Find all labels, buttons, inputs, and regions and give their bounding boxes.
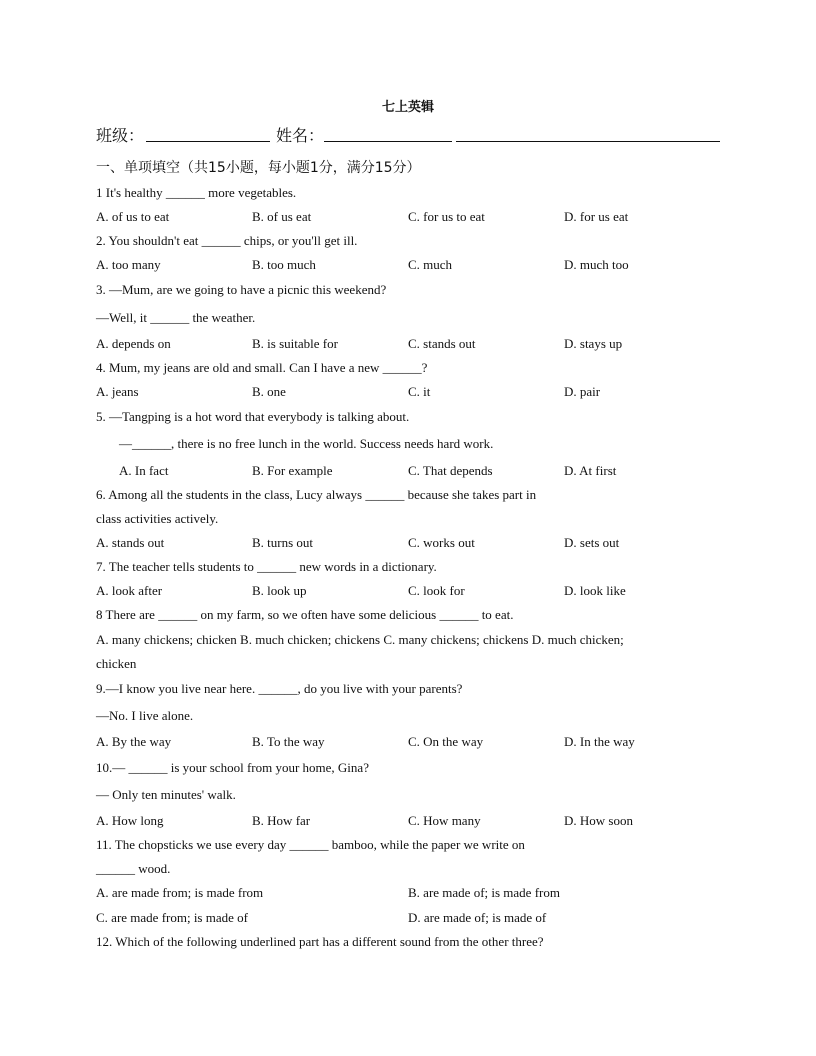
q2-option-c[interactable]: C. much bbox=[408, 257, 453, 272]
q3-option-c[interactable]: C. stands out bbox=[408, 336, 476, 351]
q7-option-a[interactable]: A. look after bbox=[96, 583, 163, 598]
name-blank[interactable] bbox=[324, 141, 452, 142]
question-3-reply: —Well, it ______ the weather. bbox=[96, 310, 256, 325]
q7-option-b[interactable]: B. look up bbox=[252, 583, 307, 598]
document-title: 七上英辑 bbox=[381, 100, 434, 115]
q3-option-b[interactable]: B. is suitable for bbox=[252, 336, 338, 351]
q1-option-c[interactable]: C. for us to eat bbox=[408, 209, 485, 224]
question-9: 9.—I know you live near here. ______, do you live with your parents? bbox=[96, 681, 463, 696]
student-info-line bbox=[96, 121, 726, 145]
q4-option-c[interactable]: C. it bbox=[408, 384, 431, 399]
q11-option-c[interactable]: C. are made from; is made of bbox=[96, 910, 248, 925]
q9-option-b[interactable]: B. To the way bbox=[252, 734, 325, 749]
q10-option-b[interactable]: B. How far bbox=[252, 813, 311, 828]
q3-option-a[interactable]: A. depends on bbox=[96, 336, 171, 351]
q2-option-a[interactable]: A. too many bbox=[96, 257, 161, 272]
q4-option-d[interactable]: D. pair bbox=[564, 384, 601, 399]
q9-option-c[interactable]: C. On the way bbox=[408, 734, 484, 749]
q6-option-b[interactable]: B. turns out bbox=[252, 535, 314, 550]
question-11: 11. The chopsticks we use every day ______ bamboo, while the paper we write on bbox=[96, 837, 525, 852]
q2-option-b[interactable]: B. too much bbox=[252, 257, 316, 272]
q1-option-a[interactable]: A. of us to eat bbox=[96, 209, 170, 224]
class-blank[interactable] bbox=[146, 141, 270, 142]
section-heading: 一、单项填空（共15小题，每小题1分，满分15分） bbox=[96, 160, 421, 176]
q7-option-d[interactable]: D. look like bbox=[564, 583, 626, 598]
q1-option-d[interactable]: D. for us eat bbox=[564, 209, 629, 224]
q4-option-b[interactable]: B. one bbox=[252, 384, 286, 399]
q1-option-b[interactable]: B. of us eat bbox=[252, 209, 312, 224]
question-9-reply: —No. I live alone. bbox=[96, 708, 194, 723]
q10-option-a[interactable]: A. How long bbox=[96, 813, 164, 828]
q5-option-d[interactable]: D. At first bbox=[564, 463, 617, 478]
question-4: 4. Mum, my jeans are old and small. Can I have a new ______? bbox=[96, 360, 428, 375]
question-5-reply: —______, there is no free lunch in the world. Success needs hard work. bbox=[119, 436, 494, 451]
question-8: 8 There are ______ on my farm, so we often have some delicious ______ to eat. bbox=[96, 607, 514, 622]
q6-option-d[interactable]: D. sets out bbox=[564, 535, 620, 550]
q7-option-c[interactable]: C. look for bbox=[408, 583, 465, 598]
q9-option-d[interactable]: D. In the way bbox=[564, 734, 635, 749]
question-1: 1 It's healthy ______ more vegetables. bbox=[96, 185, 297, 200]
extra-blank[interactable] bbox=[456, 141, 720, 142]
q6-option-a[interactable]: A. stands out bbox=[96, 535, 165, 550]
q11-option-a[interactable]: A. are made from; is made from bbox=[96, 885, 264, 900]
question-12: 12. Which of the following underlined part has a different sound from the other three? bbox=[96, 934, 544, 949]
question-2: 2. You shouldn't eat ______ chips, or you'll get ill. bbox=[96, 233, 358, 248]
q2-option-d[interactable]: D. much too bbox=[564, 257, 629, 272]
q10-option-d[interactable]: D. How soon bbox=[564, 813, 633, 828]
q9-option-a[interactable]: A. By the way bbox=[96, 734, 172, 749]
q5-option-a[interactable]: A. In fact bbox=[119, 463, 169, 478]
q6-option-c[interactable]: C. works out bbox=[408, 535, 475, 550]
q11-option-b[interactable]: B. are made of; is made from bbox=[408, 885, 560, 900]
question-10: 10.— ______ is your school from your home, Gina? bbox=[96, 760, 369, 775]
question-3: 3. —Mum, are we going to have a picnic this weekend? bbox=[96, 282, 387, 297]
q3-option-d[interactable]: D. stays up bbox=[564, 336, 623, 351]
question-10-reply: — Only ten minutes' walk. bbox=[96, 787, 236, 802]
q11-option-d[interactable]: D. are made of; is made of bbox=[408, 910, 547, 925]
class-label: 班级： bbox=[96, 126, 145, 145]
q8-options[interactable]: A. many chickens; chicken B. much chicken; chickens C. many chickens; chickens D. much chicken; bbox=[96, 632, 624, 647]
question-7: 7. The teacher tells students to ______ new words in a dictionary. bbox=[96, 559, 437, 574]
question-6-cont: class activities actively. bbox=[96, 511, 219, 526]
q10-option-c[interactable]: C. How many bbox=[408, 813, 481, 828]
q5-option-c[interactable]: C. That depends bbox=[408, 463, 493, 478]
q4-option-a[interactable]: A. jeans bbox=[96, 384, 139, 399]
question-11-cont: ______ wood. bbox=[96, 861, 171, 876]
q8-options-cont[interactable]: chicken bbox=[96, 656, 137, 671]
question-5: 5. —Tangping is a hot word that everybody is talking about. bbox=[96, 409, 410, 424]
name-label: 姓名： bbox=[276, 126, 325, 145]
question-6: 6. Among all the students in the class, Lucy always ______ because she takes part in bbox=[96, 487, 537, 502]
q5-option-b[interactable]: B. For example bbox=[252, 463, 333, 478]
